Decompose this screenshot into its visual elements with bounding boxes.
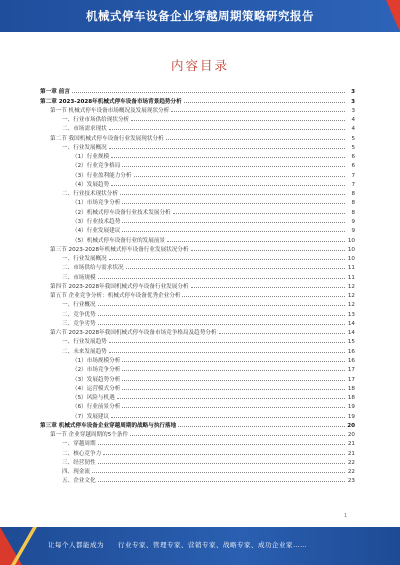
toc-entry[interactable] <box>40 151 355 160</box>
toc-entry-page: 18 <box>347 395 355 402</box>
toc-entry-page: 16 <box>347 357 355 364</box>
toc-entry-label: （5）风险与机遇 <box>72 395 115 402</box>
toc-entry[interactable] <box>40 475 355 484</box>
toc-entry-page: 17 <box>347 376 355 383</box>
toc-entry[interactable] <box>40 169 355 178</box>
toc-entry-label: 第三节 2023-2028年机械式停车设备行业发展状况分析 <box>50 246 189 253</box>
toc-entry-page: 12 <box>347 283 355 290</box>
toc-entry-label: 第一节 机械式停车设备市场概况及发展现状分析 <box>50 107 170 114</box>
toc-leader-dots <box>122 166 345 167</box>
toc-entry-label: （3）行业盈利能力分析 <box>72 172 132 179</box>
header-accent <box>386 0 400 32</box>
toc-entry[interactable] <box>40 234 355 243</box>
toc-leader-dots <box>134 176 346 177</box>
toc-entry[interactable] <box>40 132 355 141</box>
report-title: 机械式停车设备企业穿越周期策略研究报告 <box>86 9 314 23</box>
toc-entry[interactable] <box>40 457 355 466</box>
toc-entry[interactable] <box>40 290 355 299</box>
toc-leader-dots <box>109 352 345 353</box>
toc-entry-label: 第一章 前言 <box>40 89 70 96</box>
footer-slogan: 行业专家、管理专家、营销专家、战略专家、成功企业家…… <box>118 541 307 549</box>
toc-leader-dots <box>117 398 345 399</box>
toc-leader-dots <box>191 287 345 288</box>
footer-slogan-lead: 让每个人都能成为 <box>48 541 104 549</box>
toc-entry-label: 三、市场规模 <box>62 274 96 281</box>
toc-entry[interactable] <box>40 179 355 188</box>
toc-leader-dots <box>111 157 345 158</box>
toc-entry[interactable] <box>40 383 355 392</box>
toc-entry-label: 三、竞争劣势 <box>62 320 96 327</box>
toc-entry-label: 第五节 企业竞争分析：机械式停车设备优秀企业分析 <box>50 293 181 300</box>
toc-leader-dots <box>166 139 345 140</box>
toc-entry-page: 17 <box>347 367 355 374</box>
toc-entry-page: 10 <box>347 246 355 253</box>
toc-entry-page: 19 <box>347 413 355 420</box>
toc-entry[interactable] <box>40 142 355 151</box>
footer-accent <box>0 527 22 565</box>
toc-leader-dots <box>122 222 345 223</box>
toc-entry[interactable] <box>40 188 355 197</box>
toc-entry-page: 23 <box>347 478 355 485</box>
table-of-contents <box>40 86 355 484</box>
toc-entry[interactable] <box>40 160 355 169</box>
toc-leader-dots <box>122 380 345 381</box>
toc-entry-page: 14 <box>347 320 355 327</box>
toc-entry-label: 一、行业发展概况 <box>62 144 107 151</box>
toc-entry[interactable] <box>40 318 355 327</box>
toc-entry[interactable] <box>40 216 355 225</box>
toc-leader-dots <box>219 333 345 334</box>
toc-leader-dots <box>92 472 345 473</box>
toc-entry-page: 6 <box>351 154 355 161</box>
toc-entry-page: 3 <box>351 98 355 105</box>
toc-entry-label: 二、行业技术现状分析 <box>62 191 118 198</box>
toc-leader-dots <box>98 315 345 316</box>
toc-entry[interactable] <box>40 364 355 373</box>
toc-entry[interactable] <box>40 447 355 456</box>
toc-entry-label: 第四节 2023-2028年我国机械式停车设备行业发展分析 <box>50 283 189 290</box>
toc-entry-label: 二、市场需求现状 <box>62 126 107 133</box>
toc-entry-page: 20 <box>347 422 355 429</box>
toc-entry[interactable] <box>40 105 355 114</box>
toc-leader-dots <box>98 463 345 464</box>
toc-entry[interactable] <box>40 262 355 271</box>
toc-entry-label: 一、行业概况 <box>62 302 96 309</box>
footer-banner <box>0 527 400 565</box>
toc-leader-dots <box>173 213 345 214</box>
toc-entry-page: 9 <box>351 218 355 225</box>
toc-entry-page: 13 <box>347 311 355 318</box>
toc-leader-dots <box>122 231 345 232</box>
toc-entry-label: （1）市场规模分析 <box>72 357 121 364</box>
toc-entry-page: 16 <box>347 348 355 355</box>
toc-leader-dots <box>72 92 345 93</box>
toc-entry-page: 19 <box>347 404 355 411</box>
toc-entry-label: （5）机械式停车设备行业的发展前景 <box>72 237 166 244</box>
toc-entry-page: 9 <box>351 228 355 235</box>
toc-entry-page: 21 <box>347 450 355 457</box>
toc-leader-dots <box>98 278 345 279</box>
toc-entry-label: （6）行业前景分析 <box>72 404 121 411</box>
toc-entry[interactable] <box>40 95 355 104</box>
toc-leader-dots <box>167 241 345 242</box>
toc-entry-label: （2）市场竞争分析 <box>72 367 121 374</box>
toc-entry-label: 三、经营韧性 <box>62 459 96 466</box>
toc-entry-label: 二、竞争优势 <box>62 311 96 318</box>
toc-entry-page: 11 <box>347 265 355 272</box>
toc-entry-page: 5 <box>351 144 355 151</box>
toc-entry-label: （4）发展趋势 <box>72 181 110 188</box>
toc-entry-label: 一、行业发展概况 <box>62 256 107 263</box>
toc-entry-page: 4 <box>351 117 355 124</box>
toc-entry-label: （3）行业技术趋势 <box>72 218 121 225</box>
toc-entry-label: （1）行业规模 <box>72 154 110 161</box>
toc-entry-label: 四、现金流 <box>62 469 90 476</box>
toc-entry[interactable] <box>40 355 355 364</box>
toc-entry-label: （4）运营模式分析 <box>72 385 121 392</box>
toc-leader-dots <box>182 296 345 297</box>
toc-entry-label: （2）机械式停车设备行业技术发展分析 <box>72 209 171 216</box>
toc-entry-page: 11 <box>347 274 355 281</box>
toc-leader-dots <box>109 148 345 149</box>
toc-leader-dots <box>109 129 345 130</box>
toc-entry-page: 12 <box>347 293 355 300</box>
toc-entry-page: 7 <box>351 172 355 179</box>
toc-entry[interactable] <box>40 327 355 336</box>
toc-leader-dots <box>111 185 345 186</box>
toc-entry-label: 二、未来发展趋势 <box>62 348 107 355</box>
toc-leader-dots <box>171 111 345 112</box>
toc-entry[interactable] <box>40 253 355 262</box>
toc-leader-dots <box>98 324 345 325</box>
toc-entry[interactable] <box>40 410 355 419</box>
toc-entry-label: （7）发展建议 <box>72 413 110 420</box>
toc-entry-page: 22 <box>347 459 355 466</box>
toc-leader-dots <box>120 194 345 195</box>
toc-leader-dots <box>122 370 345 371</box>
toc-entry-page: 3 <box>351 107 355 114</box>
toc-entry[interactable] <box>40 114 355 123</box>
toc-entry-label: 一、穿越周期 <box>62 441 96 448</box>
toc-leader-dots <box>98 481 345 482</box>
toc-leader-dots <box>109 259 345 260</box>
toc-entry-page: 15 <box>347 339 355 346</box>
toc-entry-label: 一、行业发展趋势 <box>62 339 107 346</box>
toc-entry-label: 二、核心竞争力 <box>62 450 102 457</box>
toc-entry-page: 22 <box>347 469 355 476</box>
toc-entry[interactable] <box>40 197 355 206</box>
toc-entry-label: 第一节 企业穿越周期的5个条件 <box>50 432 129 439</box>
toc-leader-dots <box>122 407 345 408</box>
toc-entry-page: 10 <box>347 256 355 263</box>
toc-entry-page: 8 <box>351 191 355 198</box>
toc-entry-label: （2）行业竞争格局 <box>72 163 121 170</box>
toc-leader-dots <box>131 120 345 121</box>
toc-entry[interactable] <box>40 271 355 280</box>
toc-entry-label: 第六节 2023-2028年我国机械式停车设备市场竞争格局及趋势分析 <box>50 330 217 337</box>
toc-leader-dots <box>111 417 345 418</box>
toc-entry[interactable] <box>40 466 355 475</box>
toc-leader-dots <box>122 203 345 204</box>
toc-leader-dots <box>98 444 345 445</box>
toc-entry-label: （3）发展趋势分析 <box>72 376 121 383</box>
toc-entry[interactable] <box>40 206 355 215</box>
toc-leader-dots <box>109 342 345 343</box>
toc-leader-dots <box>122 389 345 390</box>
toc-entry[interactable] <box>40 336 355 345</box>
toc-entry[interactable] <box>40 438 355 447</box>
toc-entry-page: 12 <box>347 302 355 309</box>
toc-entry-page: 4 <box>351 126 355 133</box>
toc-entry-label: 第二章 2023-2028年机械式停车设备市场背景趋势分析 <box>40 98 182 105</box>
toc-entry[interactable] <box>40 86 355 95</box>
toc-leader-dots <box>184 102 345 103</box>
toc-leader-dots <box>126 268 345 269</box>
toc-entry-page: 7 <box>351 181 355 188</box>
toc-leader-dots <box>122 361 345 362</box>
toc-leader-dots <box>191 250 345 251</box>
toc-entry-page: 5 <box>351 135 355 142</box>
toc-entry[interactable] <box>40 420 355 429</box>
report-header <box>0 0 400 32</box>
toc-entry-page: 10 <box>347 237 355 244</box>
toc-entry-page: 6 <box>351 163 355 170</box>
toc-entry-label: 五、企业文化 <box>62 478 96 485</box>
toc-entry[interactable] <box>40 392 355 401</box>
toc-entry[interactable] <box>40 308 355 317</box>
toc-entry-page: 14 <box>347 330 355 337</box>
toc-entry-page: 3 <box>351 89 355 96</box>
toc-entry-page: 8 <box>351 200 355 207</box>
toc-leader-dots <box>178 426 345 427</box>
toc-entry[interactable] <box>40 401 355 410</box>
toc-leader-dots <box>103 454 345 455</box>
toc-leader-dots <box>130 435 345 436</box>
toc-entry[interactable] <box>40 345 355 354</box>
toc-entry-label: 第二节 我国机械式停车设备行业发展现状分析 <box>50 135 164 142</box>
toc-entry[interactable] <box>40 429 355 438</box>
toc-entry-label: （4）行业发展建议 <box>72 228 121 235</box>
toc-leader-dots <box>98 305 345 306</box>
toc-entry[interactable] <box>40 281 355 290</box>
toc-entry[interactable] <box>40 373 355 382</box>
page-marker: 1 <box>344 513 348 519</box>
toc-entry[interactable] <box>40 299 355 308</box>
toc-entry[interactable] <box>40 123 355 132</box>
toc-title: 内容目录 <box>170 58 229 73</box>
toc-entry-label: 第三章 机械式停车设备企业穿越周期的战略与执行落地 <box>40 422 177 429</box>
toc-entry[interactable] <box>40 244 355 253</box>
toc-entry-page: 21 <box>347 441 355 448</box>
toc-entry-page: 8 <box>351 209 355 216</box>
toc-entry-page: 20 <box>347 432 355 439</box>
toc-entry[interactable] <box>40 225 355 234</box>
toc-entry-label: 二、市场供给与需求状况 <box>62 265 124 272</box>
toc-entry-label: （1）市场竞争分析 <box>72 200 121 207</box>
toc-entry-label: 一、行业市场供给现状分析 <box>62 117 130 124</box>
toc-entry-page: 18 <box>347 385 355 392</box>
